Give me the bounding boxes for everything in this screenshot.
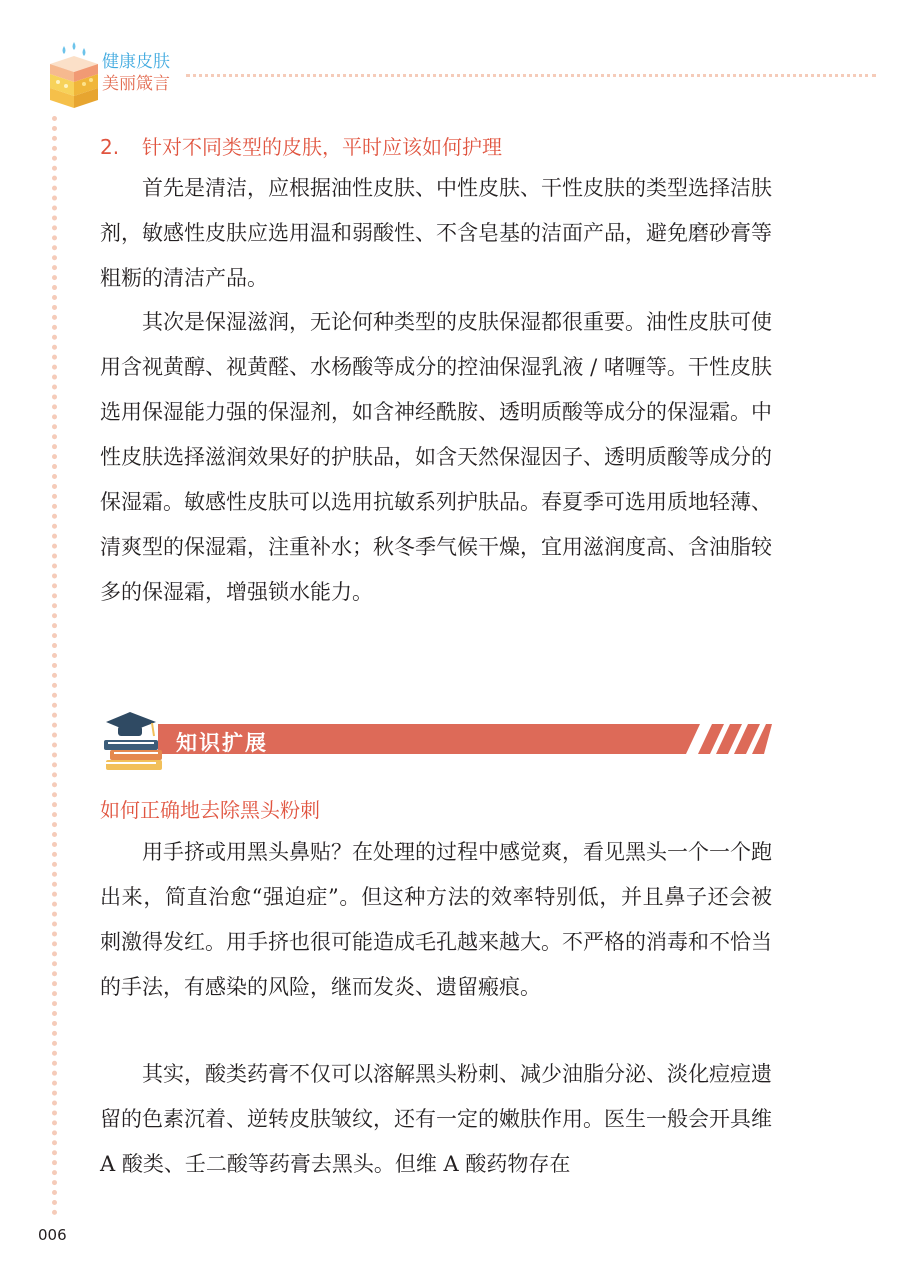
skin-layers-logo-icon [44, 42, 100, 112]
books-graduation-cap-icon [104, 712, 162, 770]
page-number: 006 [38, 1226, 67, 1244]
section-number: 2. [100, 135, 120, 159]
section-heading [100, 131, 502, 160]
brand-line-1: 健康皮肤 [102, 52, 170, 72]
knowledge-paragraph-1: 用手挤或用黑头鼻贴？在处理的过程中感觉爽，看见黑头一个一个跑出来，简直治愈“强迫症”。但这种方法的效率特别低，并且鼻子还会被刺激得发红。用手挤也很可能造成毛孔越来越大。不严格的消毒和不恰当的手法，有感染的风险，继而发炎、遗留瘢痕。 [100, 840, 772, 999]
section-paragraph-2: 其次是保湿滋润，无论何种类型的皮肤保湿都很重要。油性皮肤可使用含视黄醇、视黄醛、水杨酸等成分的控油保湿乳液 / 啫喱等。干性皮肤选用保湿能力强的保湿剂，如含神经酰胺、透明质酸等成分的保湿霜。中性皮肤选择滋润效果好的护肤品，如含天然保湿因子、透明质酸等成分的保湿霜。敏感性皮肤可以选用抗敏系列护肤品。春夏季可选用质地轻薄、清爽型的保湿霜，注重补水；秋冬季气候干燥，宜用滋润度高、含油脂较多的保湿霜，增强锁水能力。 [100, 310, 772, 604]
section-paragraph-1: 首先是清洁，应根据油性皮肤、中性皮肤、干性皮肤的类型选择洁肤剂，敏感性皮肤应选用温和弱酸性、不含皂基的洁面产品，避免磨砂膏等粗粝的清洁产品。 [100, 176, 772, 290]
knowledge-paragraph-2: 其实，酸类药膏不仅可以溶解黑头粉刺、减少油脂分泌、淡化痘痘遗留的色素沉着、逆转皮肤皱纹，还有一定的嫩肤作用。医生一般会开具维 A 酸类、壬二酸等药膏去黑头。但维 A 酸药物存在 [100, 1062, 772, 1176]
section-title: 针对不同类型的皮肤，平时应该如何护理 [142, 135, 502, 159]
header-dotted-divider [186, 74, 876, 77]
knowledge-subtitle: 如何正确地去除黑头粉刺 [100, 798, 320, 822]
margin-dotted-divider [52, 116, 57, 1216]
knowledge-banner-title: 知识扩展 [176, 731, 268, 755]
brand-line-2: 美丽箴言 [102, 74, 170, 94]
brand-title [102, 52, 170, 94]
